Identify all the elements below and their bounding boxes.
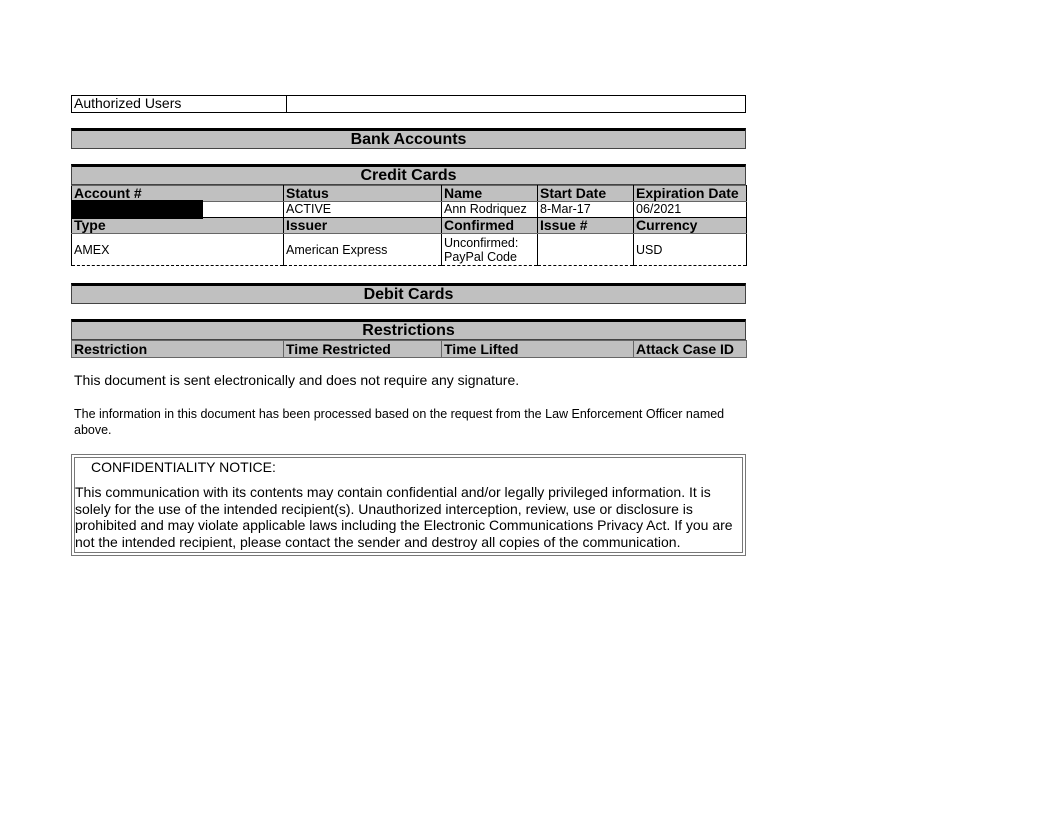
confidentiality-body: This communication with its contents may contain confidential and/or legally privileged information. It is solely for the use of the intended recipient(s). Unauthorized interception, review, use or disclosure is prohibited and may violate applicable laws including the Electronic Communications Privacy Act. If you are not the intended recipient, please contact the sender and destroy all copies of the communication. (75, 484, 733, 550)
restrictions-header: Restrictions (71, 319, 746, 340)
col-attack-case-id: Attack Case ID (634, 341, 747, 358)
confidentiality-inner-border (74, 457, 743, 553)
authorized-users-label: Authorized Users (72, 96, 287, 112)
col-issue-number: Issue # (538, 218, 634, 234)
col-time-restricted: Time Restricted (284, 341, 442, 358)
confirmed-value: Unconfirmed: PayPal Code (442, 234, 538, 266)
currency-value: USD (634, 234, 747, 266)
restrictions-table (71, 340, 747, 358)
credit-card-header-row-2 (72, 218, 747, 234)
issue-number-value (538, 234, 634, 266)
restrictions-header-row (72, 341, 747, 358)
expiration-date-value: 06/2021 (634, 202, 747, 218)
issuer-value: American Express (284, 234, 442, 266)
col-account-number: Account # (72, 186, 284, 202)
status-value: ACTIVE (284, 202, 442, 218)
signature-note: This document is sent electronically and does not require any signature. (74, 372, 520, 388)
col-expiration-date: Expiration Date (634, 186, 747, 202)
col-time-lifted: Time Lifted (442, 341, 538, 358)
col-status: Status (284, 186, 442, 202)
col-currency: Currency (634, 218, 747, 234)
col-blank (538, 341, 634, 358)
confidentiality-title: CONFIDENTIALITY NOTICE: (91, 459, 276, 475)
redaction-block (71, 200, 203, 219)
debit-cards-header: Debit Cards (71, 283, 746, 304)
credit-card-table (71, 185, 747, 266)
credit-card-row-2 (72, 234, 747, 266)
col-confirmed: Confirmed (442, 218, 538, 234)
processing-note: The information in this document has been processed based on the request from the Law Enforcement Officer named above. (74, 407, 725, 437)
name-value: Ann Rodriquez (442, 202, 538, 218)
col-issuer: Issuer (284, 218, 442, 234)
col-restriction: Restriction (72, 341, 284, 358)
col-type: Type (72, 218, 284, 234)
col-start-date: Start Date (538, 186, 634, 202)
type-value: AMEX (72, 234, 284, 266)
col-name: Name (442, 186, 538, 202)
start-date-value: 8-Mar-17 (538, 202, 634, 218)
confidentiality-notice (71, 454, 746, 556)
bank-accounts-header: Bank Accounts (71, 128, 746, 149)
authorized-users-row (71, 95, 746, 113)
credit-cards-header: Credit Cards (71, 164, 746, 185)
